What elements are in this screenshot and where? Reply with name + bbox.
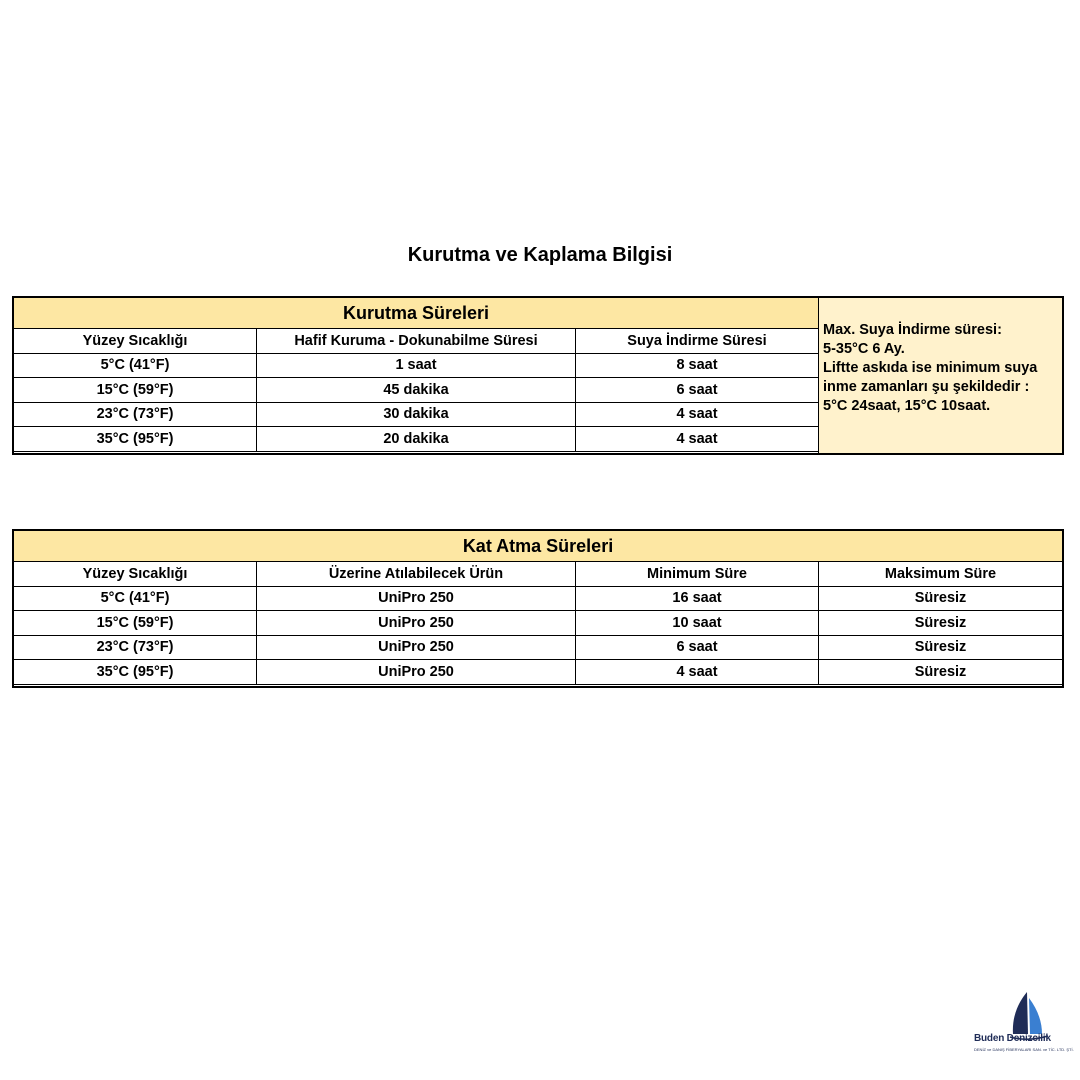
recoat-table <box>13 530 1063 685</box>
column-header: Yüzey Sıcaklığı <box>14 329 257 354</box>
table-cell: 10 saat <box>576 611 819 636</box>
table-row <box>14 353 819 378</box>
table-cell: 23°C (73°F) <box>14 402 257 427</box>
water-launch-note <box>818 297 1062 454</box>
table-cell: 6 saat <box>576 378 819 403</box>
table-cell: Süresiz <box>819 586 1063 611</box>
table-row <box>14 611 1063 636</box>
table-cell: 4 saat <box>576 660 819 685</box>
table-row <box>14 635 1063 660</box>
table-cell: 35°C (95°F) <box>14 660 257 685</box>
table-cell: 16 saat <box>576 586 819 611</box>
table-cell: UniPro 250 <box>257 611 576 636</box>
column-header: Hafif Kuruma - Dokunabilme Süresi <box>257 329 576 354</box>
table-cell: 1 saat <box>257 353 576 378</box>
table-row <box>14 427 819 452</box>
table-cell: 6 saat <box>576 635 819 660</box>
recoat-table-header: Kat Atma Süreleri <box>14 531 1063 562</box>
table-cell: Süresiz <box>819 660 1063 685</box>
column-header: Suya İndirme Süresi <box>576 329 819 354</box>
table-cell: 4 saat <box>576 427 819 452</box>
table-header-row <box>14 329 819 354</box>
page-title: Kurutma ve Kaplama Bilgisi <box>407 244 673 266</box>
table-row <box>14 660 1063 685</box>
column-header: Minimum Süre <box>576 562 819 587</box>
table-cell: Süresiz <box>819 611 1063 636</box>
drying-table-header: Kurutma Süreleri <box>14 298 819 329</box>
table-cell: 15°C (59°F) <box>14 378 257 403</box>
note-line: Max. Suya İndirme süresi: <box>823 322 1002 338</box>
table-cell: 8 saat <box>576 353 819 378</box>
table-cell: UniPro 250 <box>257 660 576 685</box>
table-cell: 30 dakika <box>257 402 576 427</box>
table-header-row <box>14 562 1063 587</box>
note-line: inme zamanları şu şekildedir : <box>823 379 1030 395</box>
table-cell: 5°C (41°F) <box>14 353 257 378</box>
table-row <box>14 402 819 427</box>
table-cell: 15°C (59°F) <box>14 611 257 636</box>
column-header: Yüzey Sıcaklığı <box>14 562 257 587</box>
logo-subtitle: DENİZ ve DANIŞ FİBERYALARI SAN. ve TİC. LTD. ŞTİ. <box>974 1047 1074 1052</box>
table-cell: UniPro 250 <box>257 635 576 660</box>
drying-table <box>13 297 819 452</box>
table-cell: UniPro 250 <box>257 586 576 611</box>
table-cell: 4 saat <box>576 402 819 427</box>
table-row <box>14 378 819 403</box>
logo-name: Buden Denizcilik <box>974 1033 1051 1044</box>
note-line: 5-35°C 6 Ay. <box>823 341 905 357</box>
note-line: Liftte askıda ise minimum suya <box>823 360 1038 376</box>
note-line: 5°C 24saat, 15°C 10saat. <box>823 398 991 414</box>
table-cell: 23°C (73°F) <box>14 635 257 660</box>
table-cell: 5°C (41°F) <box>14 586 257 611</box>
table-row <box>14 586 1063 611</box>
table-cell: 45 dakika <box>257 378 576 403</box>
table-cell: Süresiz <box>819 635 1063 660</box>
column-header: Üzerine Atılabilecek Ürün <box>257 562 576 587</box>
column-header: Maksimum Süre <box>819 562 1063 587</box>
table-cell: 35°C (95°F) <box>14 427 257 452</box>
table-cell: 20 dakika <box>257 427 576 452</box>
